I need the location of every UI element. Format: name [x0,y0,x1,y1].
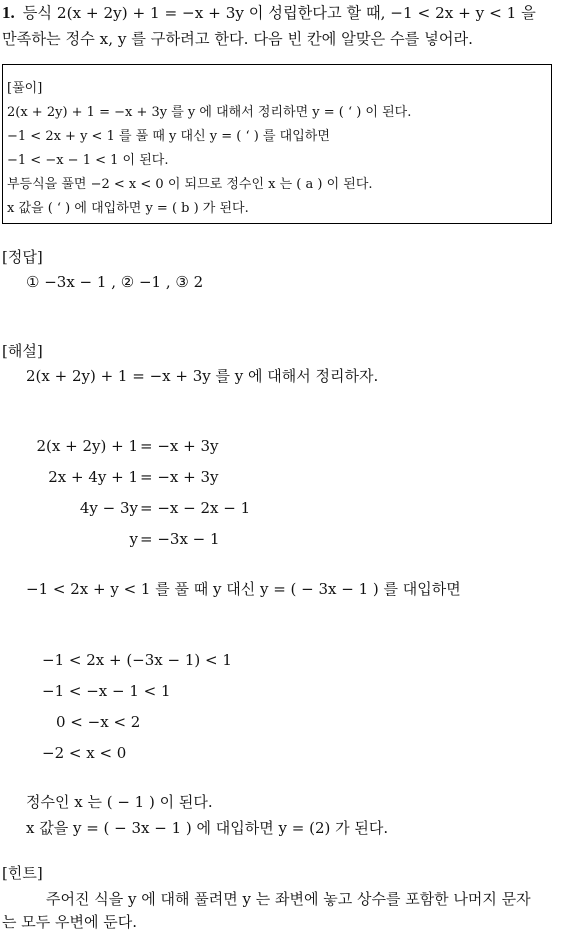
substitution-line: −1 < 2x + y < 1 를 풀 때 y 대신 y = ( − 3x − 1 ) 를 대입하면 [26,580,461,598]
solution-box [2,64,552,224]
eq1-lhs-4: y [129,530,138,548]
question-number: 1. [2,3,15,22]
eq2-line-1: −1 < 2x + (−3x − 1) < 1 [42,651,232,669]
conclusion-line-2: x 값을 y = ( − 3x − 1 ) 에 대입하면 y = (2) 가 된다. [26,819,389,837]
box-line-2: −1 < 2x + y < 1 를 풀 때 y 대신 y = ( ‘ ) 를 대입하면 [7,129,330,144]
question-text-1: 등식 2(x + 2y) + 1 = −x + 3y 이 성립한다고 할 때, −1 < 2x + y < 1 을 [22,4,536,22]
eq1-rhs-1: = −x + 3y [140,437,219,455]
question-line-1 [2,2,536,23]
box-line-5: x 값을 ( ‘ ) 에 대입하면 y = ( b ) 가 된다. [7,201,249,216]
eq2-line-4: −2 < x < 0 [42,744,127,762]
eq2-line-2: −1 < −x − 1 < 1 [42,682,171,700]
eq2-line-3: 0 < −x < 2 [56,713,141,731]
box-line-3: −1 < −x − 1 < 1 이 된다. [7,153,169,168]
hint-line-2: 는 모두 우변에 둔다. [2,913,137,931]
hint-line-1: 주어진 식을 y 에 대해 풀려면 y 는 좌변에 놓고 상수를 포함한 나머지 문자 [46,890,531,908]
conclusion-line-1: 정수인 x 는 ( − 1 ) 이 된다. [26,793,213,811]
eq1-lhs-2: 2x + 4y + 1 [48,468,138,486]
hint-title: [힌트] [2,864,43,882]
answer-title: [정답] [2,248,43,266]
eq1-rhs-3: = −x − 2x − 1 [140,499,251,517]
eq1-lhs-1: 2(x + 2y) + 1 [36,437,138,455]
box-line-1: 2(x + 2y) + 1 = −x + 3y 를 y 에 대해서 정리하면 y = ( ‘ ) 이 된다. [7,105,412,120]
explanation-intro: 2(x + 2y) + 1 = −x + 3y 를 y 에 대해서 정리하자. [26,367,379,385]
answer-text: ① −3x − 1 , ② −1 , ③ 2 [26,273,204,291]
box-title: [풀이] [7,81,43,96]
box-line-4: 부등식을 풀면 −2 < x < 0 이 되므로 정수인 x 는 ( a ) 이 된다. [7,177,373,192]
eq1-rhs-4: = −3x − 1 [140,530,220,548]
eq1-rhs-2: = −x + 3y [140,468,219,486]
explanation-title: [해설] [2,342,43,360]
eq1-lhs-3: 4y − 3y [79,499,138,517]
question-line-2: 만족하는 정수 x, y 를 구하려고 한다. 다음 빈 칸에 알맞은 수를 넣어라. [2,30,474,48]
